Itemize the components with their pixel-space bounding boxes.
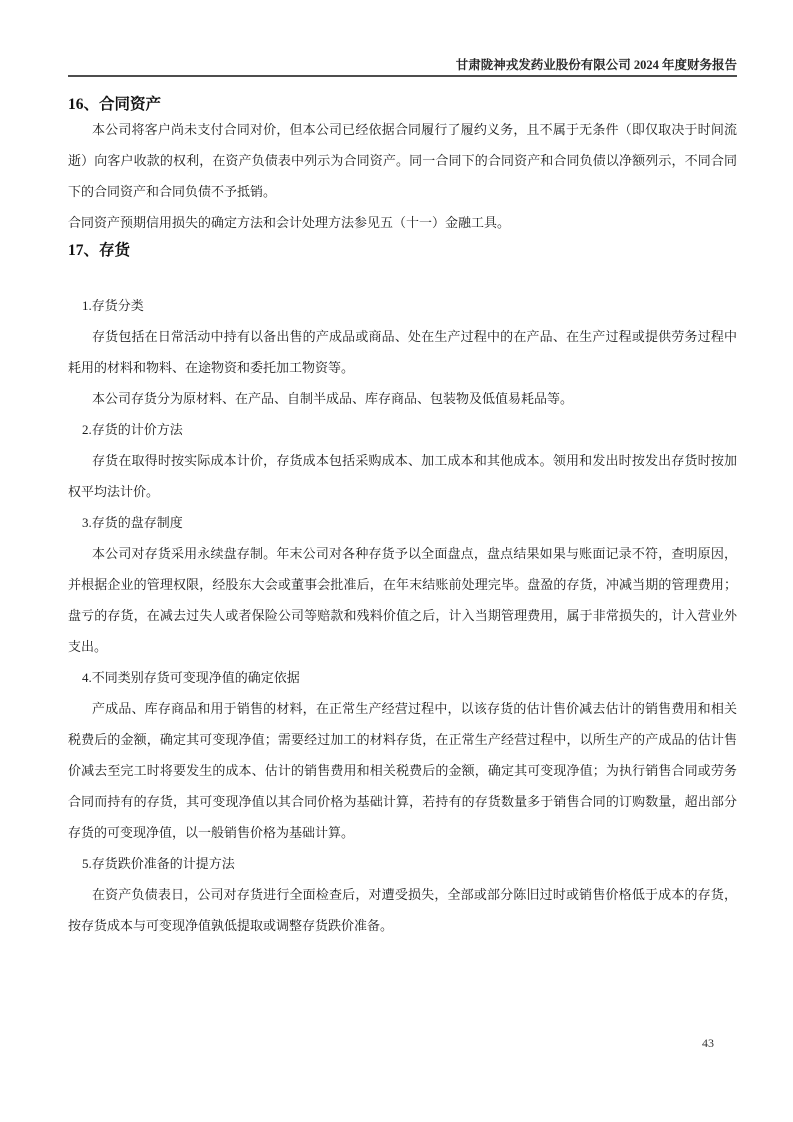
paragraph-inventory-provision: 在资产负债表日，公司对存货进行全面检查后，对遭受损失，全部或部分陈旧过时或销售价格低于成本的存货，按存货成本与可变现净值孰低提取或调整存货跌价准备。: [68, 887, 737, 933]
section-16-paragraph: 本公司将客户尚未支付合同对价，但本公司已经依据合同履行了履约义务，且不属于无条件（即仅取决于时间流逝）向客户收款的权利，在资产负债表中列示为合同资产。同一合同下的合同资产和合同负债以净额列示，不同合同下的合同资产和合同负债不予抵销。: [68, 122, 737, 199]
paragraph-inventory-count-system: 本公司对存货采用永续盘存制。年末公司对各种存货予以全面盘点，盘点结果如果与账面记录不符，查明原因，并根据企业的管理权限，经股东大会或董事会批准后，在年末结账前处理完毕。盘盈的存货，冲减当期的管理费用；盘亏的存货，在减去过失人或者保险公司等赔款和残料价值之后，计入当期管理费用，属于非常损失的，计入营业外支出。: [68, 546, 737, 654]
subsection-title-inventory-valuation: 2.存货的计价方法: [82, 422, 183, 437]
subsection-title-net-realizable-value: 4.不同类别存货可变现净值的确定依据: [82, 670, 300, 685]
section-17-body: [68, 290, 737, 941]
subsection-title-inventory-count-system: 3.存货的盘存制度: [82, 515, 183, 530]
section-17-heading: 17、存货: [68, 242, 131, 259]
paragraph-inventory-valuation: 存货在取得时按实际成本计价，存货成本包括采购成本、加工成本和其他成本。领用和发出时按发出存货时按加权平均法计价。: [68, 453, 737, 499]
paragraph-net-realizable-value: 产成品、库存商品和用于销售的材料，在正常生产经营过程中，以该存货的估计售价减去估计的销售费用和相关税费后的金额，确定其可变现净值；需要经过加工的材料存货，在正常生产经营过程中，以所生产的产成品的估计售价减去至完工时将要发生的成本、估计的销售费用和相关税费后的金额，确定其可变现净值；为执行销售合同或劳务合同而持有的存货，其可变现净值以其合同价格为基础计算，若持有的存货数量多于销售合同的订购数量，超出部分存货的可变现净值，以一般销售价格为基础计算。: [68, 701, 737, 840]
page-number: 43: [702, 1036, 714, 1050]
subsection-title-inventory-classification: 1.存货分类: [82, 298, 144, 313]
section-16-body: [68, 114, 737, 238]
section-16-heading: 16、合同资产: [68, 96, 162, 113]
subsection-title-inventory-provision: 5.存货跌价准备的计提方法: [82, 856, 235, 871]
paragraph-inventory-classification-2: 本公司存货分为原材料、在产品、自制半成品、库存商品、包装物及低值易耗品等。: [92, 391, 574, 406]
report-header: 甘肃陇神戎发药业股份有限公司 2024 年度财务报告: [68, 58, 737, 77]
paragraph-inventory-classification-1: 存货包括在日常活动中持有以备出售的产成品或商品、处在生产过程中的在产品、在生产过程或提供劳务过程中耗用的材料和物料、在途物资和委托加工物资等。: [68, 329, 737, 375]
section-16-note-paragraph: 合同资产预期信用损失的确定方法和会计处理方法参见五（十一）金融工具。: [68, 215, 511, 230]
